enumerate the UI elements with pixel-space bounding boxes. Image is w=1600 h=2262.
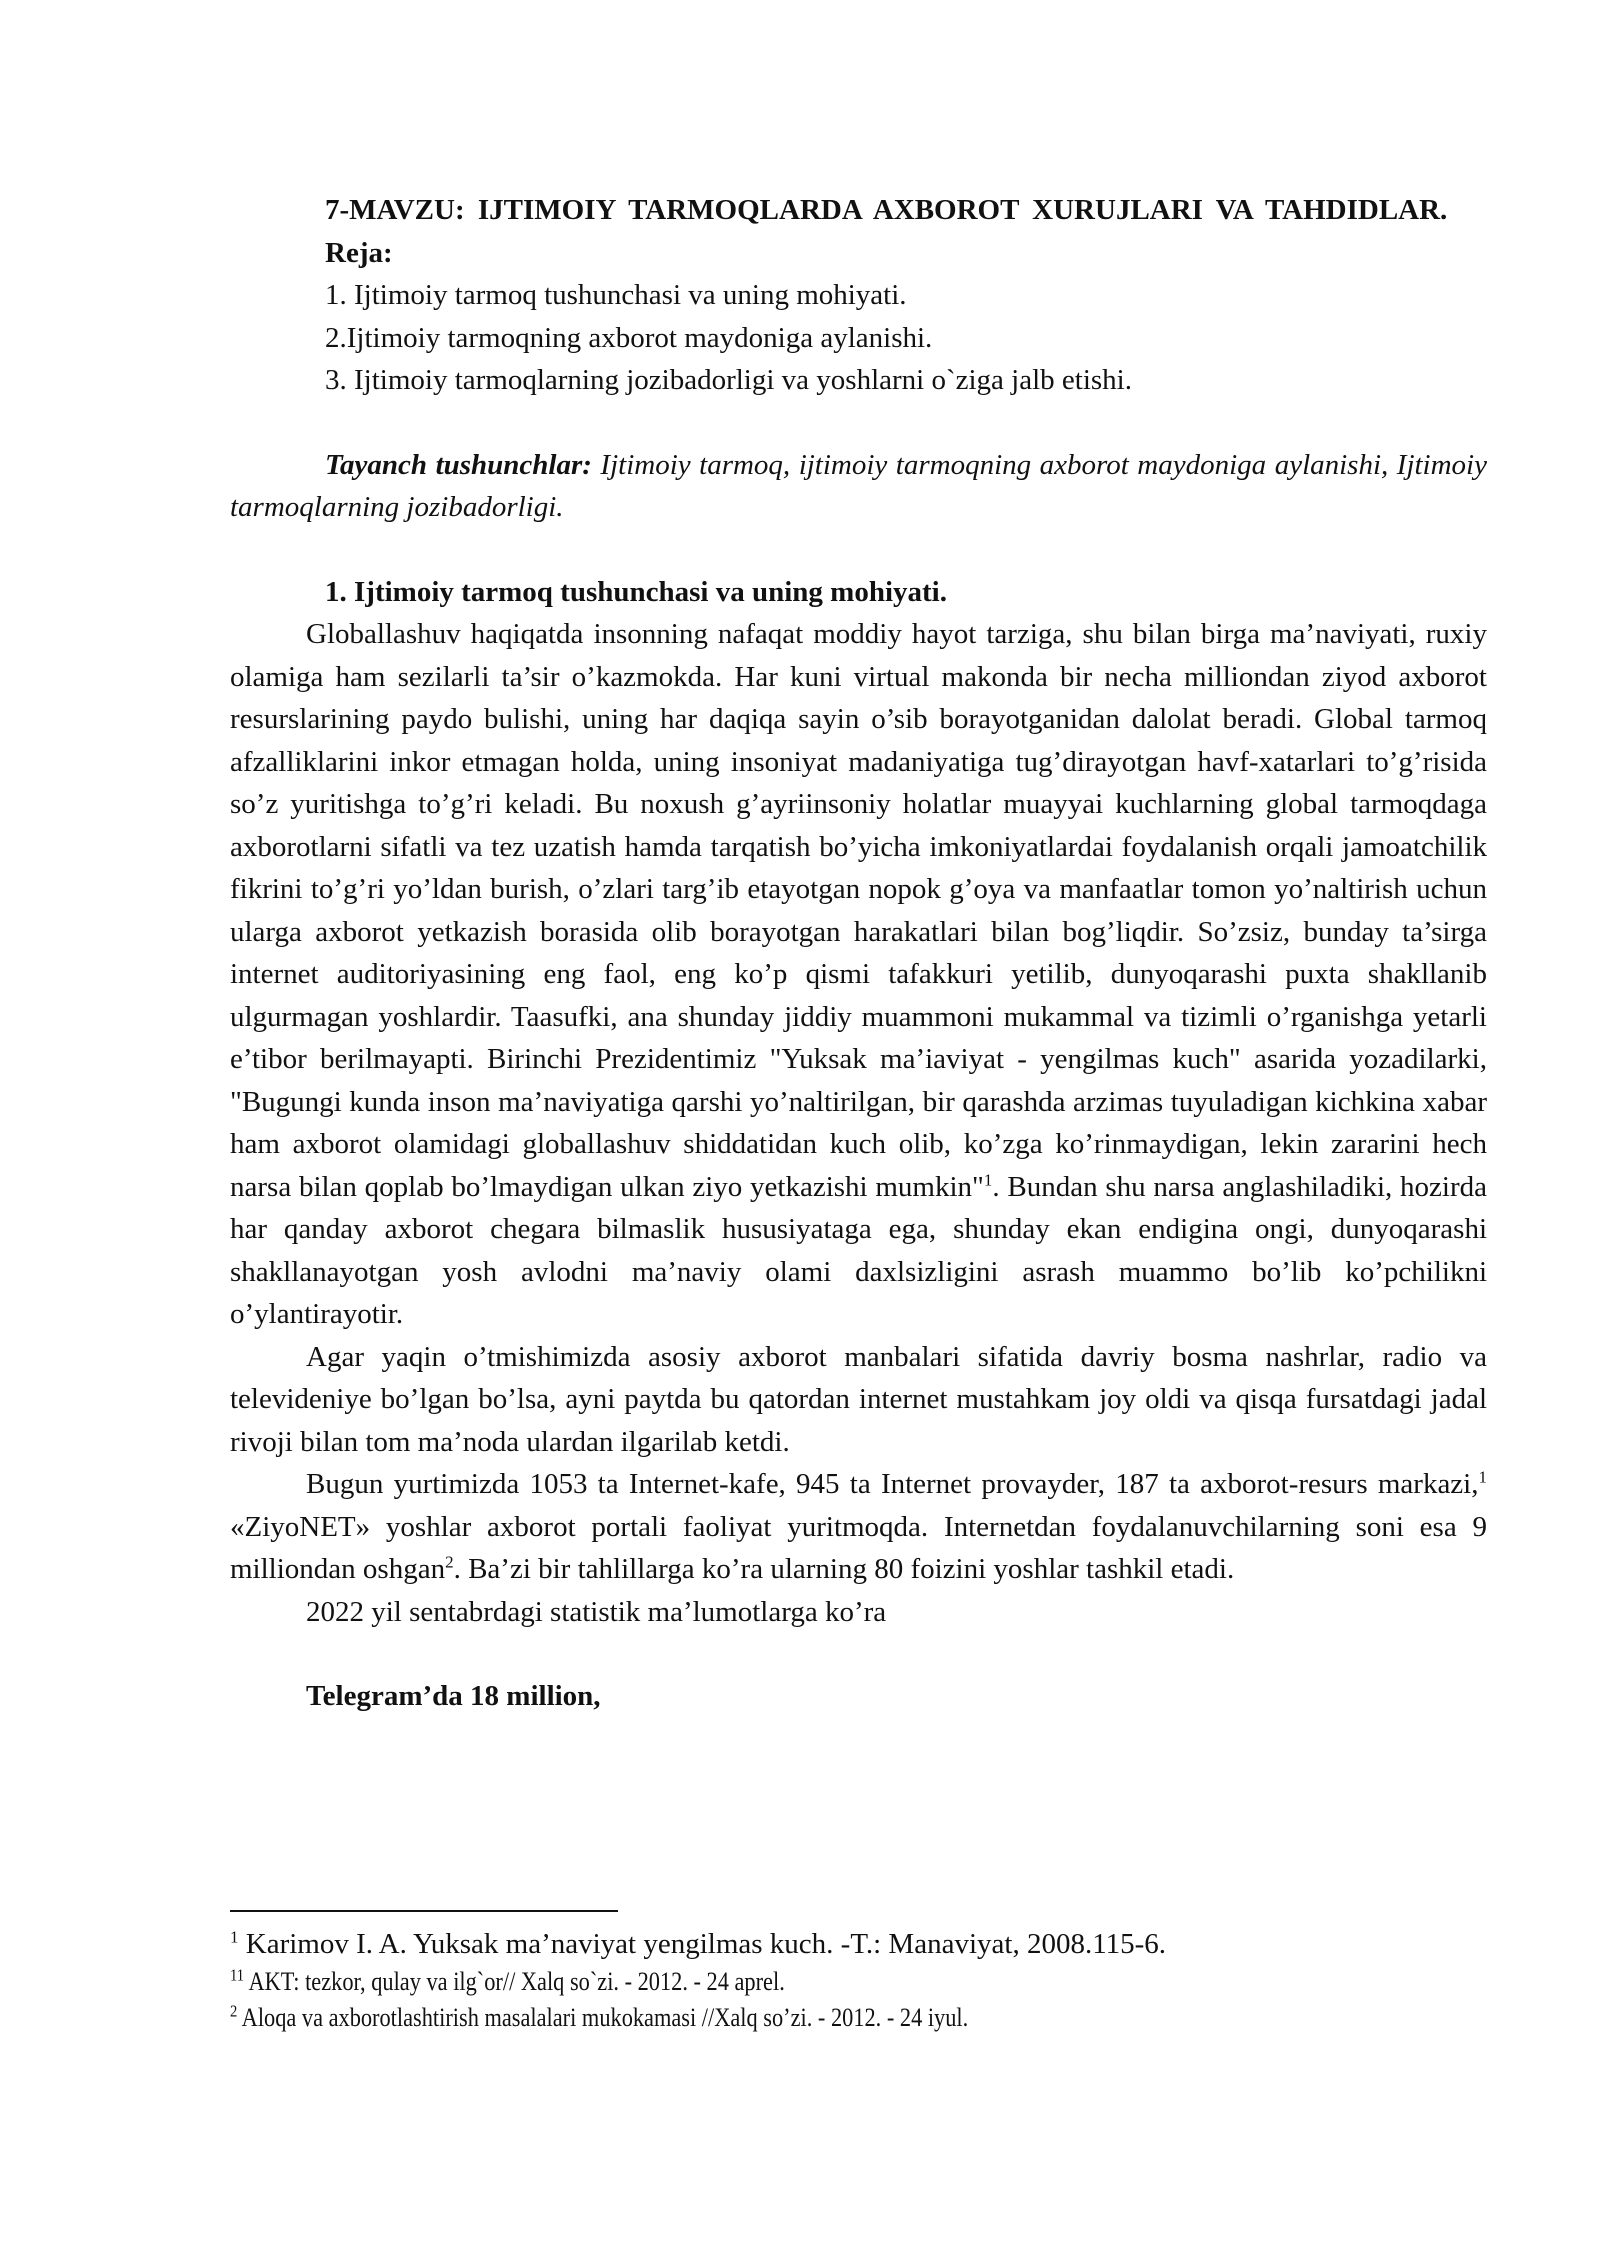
plan-label: Reja:	[325, 236, 393, 269]
page-title: 7-MAVZU: IJTIMOIY TARMOQLARDA AXBOROT XURUJLARI VA TAHDIDLAR.	[325, 194, 1448, 226]
spacer	[230, 1633, 1487, 1675]
keywords-label: Tayanch tushunchlar:	[325, 448, 592, 481]
telegram-statistic: Telegram’da 18 million,	[306, 1680, 601, 1712]
footnote-reference: 1	[1478, 1467, 1487, 1487]
paragraph-1-tail: . Bundan shu narsa anglashiladiki, hozirda har qanday axborot chegara bilmaslik hususiyataga ega, shunday ekan endigina ongi, dunyoqarashi shakllanayotgan yosh avlodni ma’naviy olami daxlsizligini asrash muammo bo’lib ko’pchilikni o’ylantirayotir.	[230, 1170, 1487, 1330]
keywords-paragraph	[230, 444, 1487, 529]
paragraph-1	[230, 613, 1487, 1336]
paragraph-3-part-c: . Ba’zi bir tahlillarga ko’ra ularning 80 foizini yoshlar tashkil etadi.	[453, 1553, 1235, 1585]
paragraph-3	[230, 1463, 1487, 1591]
footnote-reference: 1	[983, 1169, 993, 1189]
paragraph-3-part-a: Bugun yurtimizda 1053 ta Internet-kafe, 945 ta Internet provayder, 187 ta axborot-resurs markazi,	[306, 1468, 1479, 1500]
paragraph-2: Agar yaqin o’tmishimizda asosiy axborot manbalari sifatida davriy bosma nashrlar, radio va televideniye bo’lgan bo’lsa, ayni paytda bu qatordan internet mustahkam joy oldi va qisqa fursatdagi jadal rivoji bilan tom ma’noda ulardan ilgarilab ketdi.	[230, 1340, 1487, 1458]
footnote-mark: 1	[230, 1927, 239, 1947]
footnote-mark: 11	[230, 1965, 245, 1985]
footnote-text: Karimov I. A. Yuksak ma’naviyat yengilmas kuch. -T.: Manaviyat, 2008.115-6.	[238, 1928, 1167, 1960]
plan-item-1: 1. Ijtimoiy tarmoq tushunchasi va uning mohiyati.	[325, 279, 907, 311]
paragraph-1-main: Globallashuv haqiqatda insonning nafaqat moddiy hayot tarziga, shu bilan birga ma’naviyati, ruxiy olamiga ham sezilarli ta’sir o’kazmokda. Har kuni virtual makonda bir necha milliondan ziyod axborot resurslarining paydo bulishi, uning har daqiqa sayin o’sib borayotganidan dalolat beradi. Global tarmoq afzalliklarini inkor etmagan holda, uning insoniyat madaniyatiga tug’dirayotgan havf-xatarlari to’g’risida so’z yuritishga to’g’ri keladi. Bu noxush g’ayriinsoniy holatlar muayyai kuchlarning global tarmoqdaga axborotlarni sifatli va tez uzatish hamda tarqatish bo’yicha imkoniyatlardai foydalanish orqali jamoatchilik fikrini to’g’ri yo’ldan burish, o’zlari targ’ib etayotgan nopok g’oya va manfaatlar tomon yo’naltirish uchun ularga axborot yetkazish borasida olib borayotgan harakatlari bilan bog’liqdir. So’zsiz, bunday ta’sirga internet auditoriyasining eng faol, eng ko’p qismi tafakkuri yetilib, dunyoqarashi puxta shakllanib ulgurmagan yoshlardir. Taasufki, ana shunday jiddiy muammoni mukammal va tizimli o’rganishga yetarli e’tibor berilmayapti. Birinchi Prezidentimiz "Yuksak ma’iaviyat - yengilmas kuch" asarida yozadilarki, "Bugungi kunda inson ma’naviyatiga qarshi yo’naltirilgan, bir qarashda arzimas tuyuladigan kichkina xabar ham axborot olamidagi globallashuv shiddatidan kuch olib, ko’zga ko’rinmaydigan, lekin zararini hech narsa bilan qoplab bo’lmaydigan ulkan ziyo yetkazishi mumkin"	[230, 618, 1487, 1203]
footnote-separator	[230, 1910, 618, 1912]
footnote-text: Aloqa va axborotlashtirish masalalari mukokamasi //Xalq so’zi. - 2012. - 24 iyul.	[237, 2003, 969, 2032]
footnote-text: AKT: tezkor, qulay va ilg`or// Xalq so`zi. - 2012. - 24 aprel.	[244, 1967, 785, 1996]
spacer	[230, 529, 1487, 571]
stats-intro: 2022 yil sentabrdagi statistik ma’lumotlarga ko’ra	[306, 1595, 887, 1628]
keywords-text: Ijtimoiy tarmoq, ijtimoiy tarmoqning axborot maydoniga aylanishi, Ijtimoiy tarmoqlarning jozibadorligi.	[230, 448, 1487, 523]
document-body	[230, 189, 1487, 1718]
footnotes	[230, 1924, 1487, 2036]
plan-item-3: 3. Ijtimoiy tarmoqlarning jozibadorligi va yoshlarni o`ziga jalb etishi.	[325, 364, 1132, 396]
footnote-11	[230, 1964, 1311, 2000]
section-heading: 1. Ijtimoiy tarmoq tushunchasi va uning mohiyati.	[325, 575, 947, 608]
footnote-mark: 2	[230, 2001, 238, 2021]
paragraph-3-part-b: «ZiyoNET» yoshlar axborot portali faoliyat yuritmoqda. Internetdan foydalanuvchilarning soni esa 9 milliondan oshgan	[230, 1510, 1487, 1585]
spacer	[230, 402, 1487, 444]
footnote-2	[230, 2000, 1311, 2036]
footnote-reference: 2	[445, 1552, 454, 1572]
plan-item-2: 2.Ijtimoiy tarmoqning axborot maydoniga aylanishi.	[325, 321, 933, 354]
footnote-1	[230, 1924, 1487, 1964]
